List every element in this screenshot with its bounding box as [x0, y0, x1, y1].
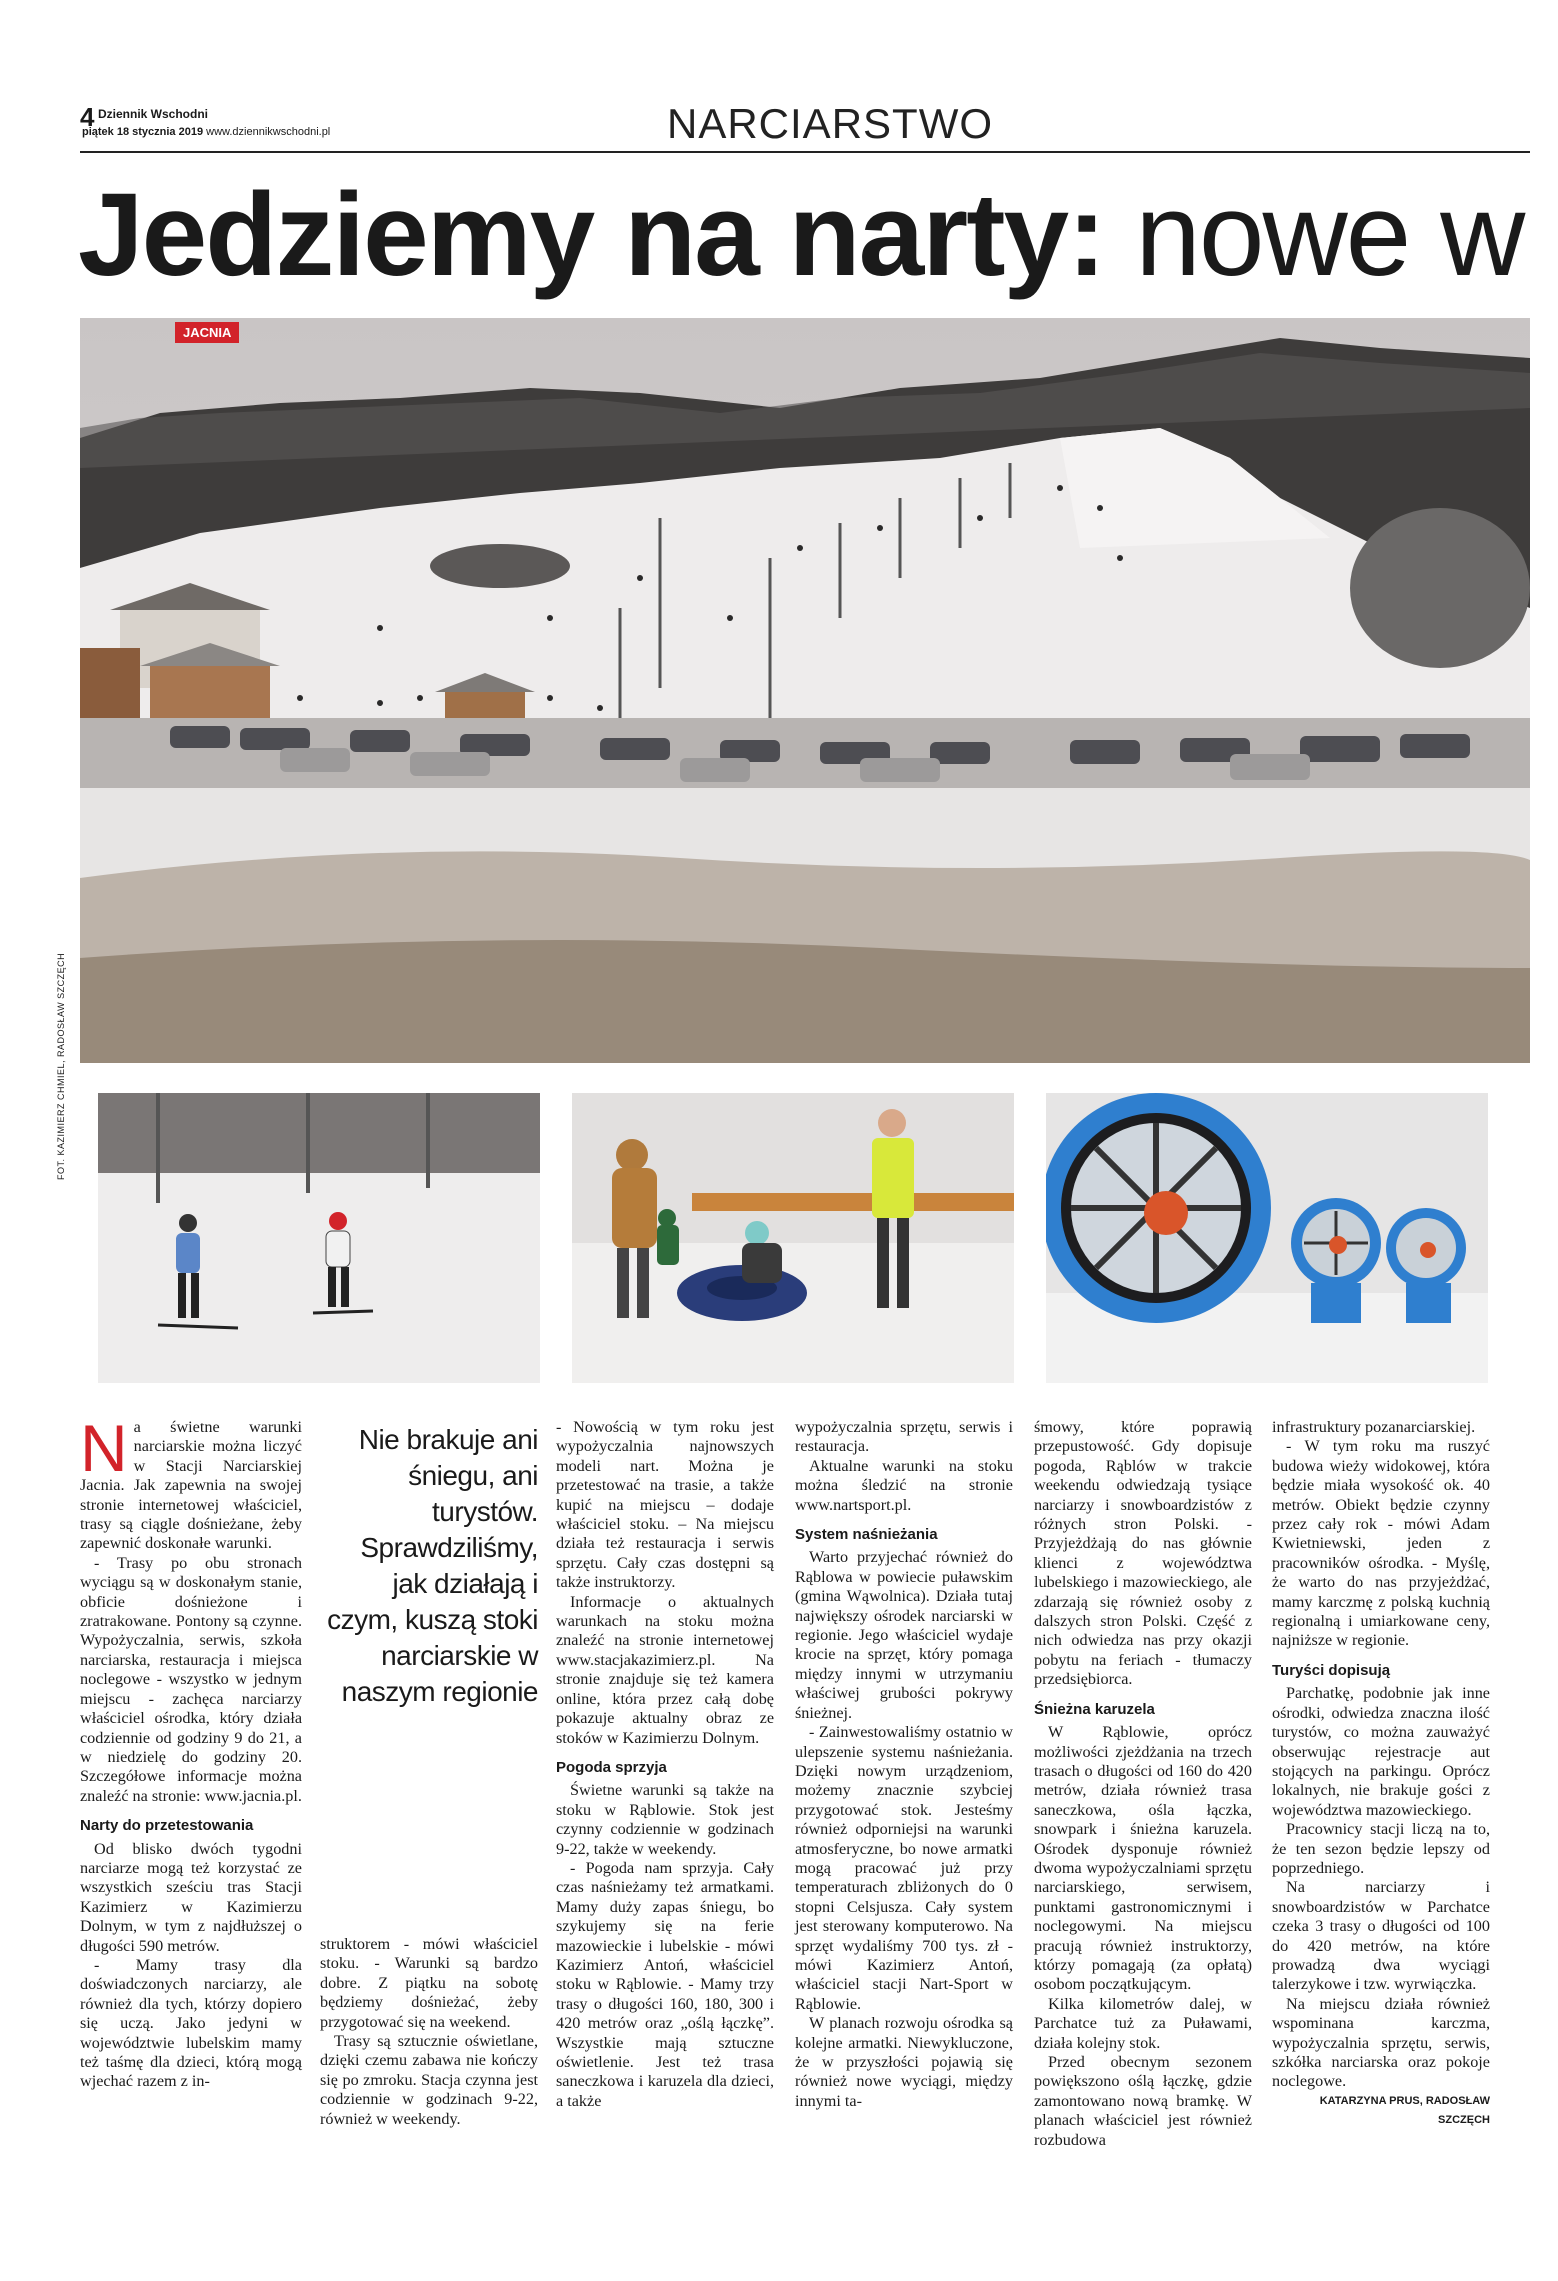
- column-5: [1034, 1418, 1252, 2150]
- page-number: 4: [80, 102, 95, 132]
- column-6: [1272, 1418, 1490, 2131]
- paragraph: infrastruktury pozanarciarskiej.: [1272, 1418, 1476, 1436]
- paragraph: - Pogoda nam sprzyja. Cały czas naśnieżamy też armatkami. Mamy duży zapas śniegu, bo szykujemy się na ferie mazowieckie i lubelskie - mówi Kazimierz Antoń, właściciel stoku w Rąblowie. - Mamy trzy trasy o długości 160, 180, 300 i 420 metrów oraz „oślą łączkę”. Wszystkie mają sztuczne oświetlenie. Jest też trasa saneczkowa i karuzela dla dzieci, a także: [556, 1858, 774, 2110]
- header-rule: [80, 151, 1530, 153]
- paragraph: - Mamy trasy dla doświadczonych narciarzy, ale również dla tych, którzy dopiero się uczą. Jako jedyni w województwie lubelskim mamy też taśmę dla dzieci, którą mogą wjechać razem z in-: [80, 1955, 302, 2091]
- dropcap: N: [80, 1411, 128, 1485]
- column-4: [795, 1418, 1013, 2111]
- paragraph: Informacje o aktualnych warunkach na stoku można znaleźć na stronie internetowej www.stacjakazimierz.pl. Na stronie znajduje się też kamera online, która przez całą dobę pokazuje aktualny obraz ze stoków w Kazimierzu Dolnym.: [556, 1592, 774, 1747]
- issue-date: piątek 18 stycznia 2019: [82, 126, 204, 138]
- ski-slope-illustration: [80, 318, 1530, 1063]
- paragraph: W planach rozwoju ośrodka są kolejne armatki. Niewykluczone, że w przyszłości pojawią się również nowe wyciągi, między innymi ta-: [795, 2014, 1013, 2110]
- paragraph: Kilka kilometrów dalej, w Parchatce tuż za Puławami, działa kolejny stok.: [1034, 1994, 1252, 2052]
- photo-tubing: [572, 1093, 1014, 1383]
- main-photo: [80, 318, 1530, 1063]
- paragraph: Od blisko dwóch tygodni narciarze mogą też korzystać ze wszystkich sześciu tras Stacji Kazimierz w Kazimierzu Dolnym, w tym z najdłuższej o długości 590 metrów.: [80, 1839, 302, 1955]
- column-1: [80, 1411, 302, 2092]
- location-tag: JACNIA: [175, 322, 239, 343]
- photo-credit: FOT. KAZIMIERZ CHMIEL, RADOSŁAW SZCZĘCH: [56, 952, 66, 1180]
- snow-cannons-illustration: [1046, 1093, 1488, 1383]
- photo-snow-cannons: [1046, 1093, 1488, 1383]
- section-title: NARCIARSTWO: [667, 100, 993, 147]
- tubing-illustration: [572, 1093, 1014, 1383]
- paragraph: - Nowością w tym roku jest wypożyczalnia najnowszych modeli nart. Można je przetestować na trasie, a także kupić na miejscu – dodaje właściciel stoku. – Na miejscu działa też restauracja i serwis sprzętu. Cały czas dostępni są także instruktorzy.: [556, 1418, 774, 1592]
- subheading: Turyści dopisują: [1272, 1661, 1391, 1679]
- headline-bold: Jedziemy na narty:: [78, 169, 1105, 301]
- skiers-illustration: [98, 1093, 540, 1383]
- paragraph: Na miejscu działa również wspominana karczma, wypożyczalnia sprzętu, serwis, szkółka narciarska oraz pokoje noclegowe.: [1272, 1994, 1490, 2091]
- paper-url: www.dziennikwschodni.pl: [206, 126, 331, 138]
- paragraph: wypożyczalnia sprzętu, serwis i restauracja.: [795, 1418, 1013, 1456]
- headline-light: nowe w: [1104, 169, 1524, 301]
- author-signature: KATARZYNA PRUS, RADOSŁAW SZCZĘCH: [1319, 2094, 1490, 2127]
- paper-name: Dziennik Wschodni: [98, 107, 209, 121]
- paragraph: Świetne warunki są także na stoku w Rąblowie. Stok jest czynny codziennie w godzinach 9-22, także w weekendy.: [556, 1781, 774, 1858]
- subheading: Śnieżna karuzela: [1034, 1700, 1155, 1718]
- subheading: Narty do przetestowania: [80, 1817, 254, 1835]
- paragraph: - Zainwestowaliśmy ostatnio w ulepszenie systemu naśnieżania. Dzięki nowym urządzeniom, możemy znacznie szybciej przygotować stok. Jesteśmy również odporniejsi na warunki atmosferyczne, bo nowe armatki mogą pracować już przy temperaturach zbliżonych do 0 stopni Celsjusza. Cały system jest sterowany komputerowo. Na sprzęt wydaliśmy 700 tys. zł - mówi Kazimierz Antoń, właściciel stacji Nart-Sport w Rąblowie.: [795, 1723, 1013, 2013]
- paragraph: - W tym roku ma ruszyć budowa wieży widokowej, która będzie miała wysokość ok. 40 metrów. Obiekt będzie czynny przez cały rok - mówi Adam Kwietniewski, jeden z pracowników ośrodka. - Myślę, że warto do nas przyjeżdżać, mamy karczmę z polską kuchnią regionalną i umiarkowane ceny, najniższe w regionie.: [1272, 1437, 1490, 1650]
- paragraph: śmowy, które poprawią przepustowość. Gdy dopisuje pogoda, Rąblów w trakcie weekendu odwiedzają tysiące narciarzy i snowboardzistów z różnych stron Polski. - Przyjeżdżają do nas głównie klienci z województwa lubelskiego i mazowieckiego, ale zdarzają się również osoby z dalszych stron Polski. Część z nich odwiedza nas przy okazji pobytu na feriach - tłumaczy przedsiębiorca.: [1034, 1418, 1252, 1689]
- paragraph: Warto przyjechać również do Rąblowa w powiecie puławskim (gmina Wąwolnica). Działa tutaj największy ośrodek narciarski w regionie. Jego właściciel wydaje krocie na sprzęt, który pomaga między innymi w utrzymaniu właściwej grubości pokrywy śnieżnej.: [795, 1548, 1013, 1722]
- paragraph: W Rąblowie, oprócz możliwości zjeżdżania na trzech trasach o długości od 160 do 420 metrów, działa również trasa saneczkowa, ośla łączka, snowpark i śnieżna karuzela. Ośrodek dysponuje również dwoma wypożyczalniami sprzętu narciarskiego, serwisem, punktami gastronomicznymi i noclegowymi. Na miejscu pracują również instruktorzy, którzy pomagają (za opłatą) osobom początkującym.: [1034, 1723, 1252, 1994]
- photo-skiers: [98, 1093, 540, 1383]
- paragraph: Przed obecnym sezonem powiększono oślą łączkę, gdzie zamontowano nową bramkę. W planach właściciel jest również rozbudowa: [1034, 2053, 1252, 2149]
- subheading: Pogoda sprzyja: [556, 1758, 667, 1776]
- paragraph: Parchatkę, podobnie jak inne ośrodki, odwiedza znaczna ilość turystów, co można zauważyć obserwując rejestracje aut stojących na parkingu. Oprócz lokalnych, nie brakuje gości z województwa mazowieckiego.: [1272, 1684, 1490, 1819]
- paragraph: Trasy są sztucznie oświetlane, dzięki czemu zabawa nie kończy się po zmroku. Stacja czynna jest codziennie w godzinach 9-22, również w weekendy.: [320, 2032, 538, 2128]
- dateline: [82, 126, 330, 138]
- paragraph: - Trasy po obu stronach wyciągu są w doskonałym stanie, obficie dośnieżone i zratrakowane. Pontony są czynne. Wypożyczalnia, serwis, szkoła narciarska, restauracja i miejsca noclegowe - wszystko w jednym miejscu - zachęca narciarzy właściciel ośrodka, który działa codziennie od godziny 9 do 21, a w niedzielę do godziny 20. Szczegółowe informacje można znaleźć na stronie: www.jacnia.pl.: [80, 1553, 302, 1805]
- paragraph: a świetne warunki narciarskie można liczyć w Stacji Narciarskiej Jacnia. Jak zapewnia na swojej stronie internetowej właściciel, trasy są ciągle dośnieżane, żeby zapewnić doskonałe warunki.: [80, 1418, 302, 1553]
- headline: [78, 170, 1523, 300]
- paragraph: struktorem - mówi właściciel stoku. - Warunki są bardzo dobre. Z piątku na sobotę będziemy dośnieżać, żeby przygotować się na weekend.: [320, 1935, 538, 2031]
- paragraph: Aktualne warunki na stoku można śledzić na stronie www.nartsport.pl.: [795, 1456, 1013, 1514]
- paragraph: Na narciarzy i snowboardzistów w Parchatce czeka 3 trasy o długości od 100 do 420 metrów, na które prowadzą dwa wyciągi talerzykowe i tzw. wyrwiączka.: [1272, 1878, 1490, 1994]
- column-1-intro: [80, 1411, 302, 1554]
- lead-text: Nie brakuje ani śniegu, ani turystów. Sprawdziliśmy, jak działają i czym, kuszą stoki narciarskie w naszym regionie: [327, 1424, 538, 1707]
- column-2: [320, 1935, 538, 2129]
- column-3: [556, 1418, 774, 2111]
- subheading: System naśnieżania: [795, 1526, 938, 1544]
- paragraph: Pracownicy stacji liczą na to, że ten sezon będzie lepszy od poprzedniego.: [1272, 1820, 1490, 1877]
